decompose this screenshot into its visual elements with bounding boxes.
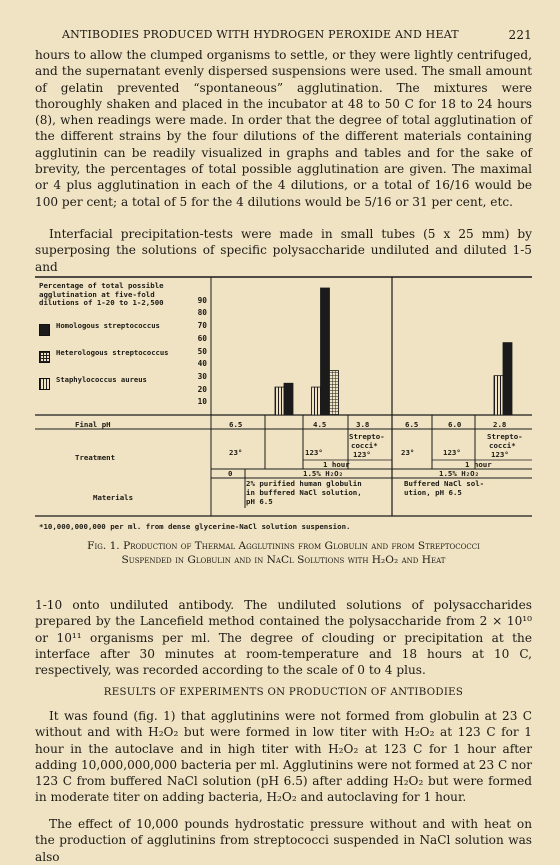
- figure-footnote: *10,000,000,000 per ml. from dense glycerine-NaCl solution suspension.: [39, 522, 351, 531]
- y-tick-label: 40: [197, 359, 207, 369]
- y-tick-label: 80: [197, 308, 207, 318]
- bar-homologous: [321, 288, 330, 415]
- body-paragraph-3: 1-10 onto undiluted antibody. The undiluted solutions of polysaccharides prepared by the Lancefield method contained the polysaccharide from 2 × 10¹⁰ or 10¹¹ organisms per ml. The degree of clouding or precipitation at the interface after 30 minutes at room-temperature and 18 hours at 10 C, respectively, was recorded according to the scale of 0 to 4 plus.: [35, 598, 532, 678]
- ph-value-5: 6.0: [448, 420, 462, 429]
- ph-value-6: 2.8: [493, 420, 507, 429]
- treatment-temp-2: 123°: [305, 448, 323, 457]
- ph-value-2: 4.5: [313, 420, 327, 429]
- caption-title-1: Production of Thermal Agglutinins from Globulin and from Streptococci: [123, 540, 480, 552]
- h2o2-left: 1.5% H₂O₂: [303, 469, 344, 478]
- y-tick-label: 70: [197, 321, 207, 331]
- legend-label-heterologous: Heterologous streptococcus: [56, 348, 169, 357]
- y-tick-label: 50: [197, 346, 207, 356]
- caption-label: Fig. 1.: [87, 540, 120, 552]
- treatment-strep-1a: Strepto-: [349, 432, 385, 441]
- hour-label-right: 1 hour: [465, 460, 492, 469]
- body-paragraph-1: hours to allow the clumped organisms to settle, or they were lightly centrifuged, and the supernatant evenly dispersed suspensions were used. The small amount of gelatin prevented “spontaneous” agglutination. The mixtures were thoroughly shaken and placed in the incubator at 48 to 50 C for 18 to 24 hours (8), when readings were made. In order that the degree of total agglutination of the different strains by the four dilutions of the different materials containing agglutinin can be readily visualized in graphs and tables and for the sake of brevity, the percentages of total possible agglutination are given. The maximal or 4 plus agglutination in each of the 4 dilutions, or a total of 16/16 would be 100 per cent; a total of 5 for the 4 dilutions would be 5/16 or 31 per cent, etc.: [35, 48, 532, 209]
- ph-value-4: 6.5: [405, 420, 419, 429]
- caption-line-1: [35, 540, 532, 554]
- material-left-line3: pH 6.5: [246, 497, 273, 506]
- treatment-temp-5: 123°: [443, 448, 461, 457]
- ph-value-3: 3.8: [356, 420, 370, 429]
- bar-staphylococcus: [494, 376, 503, 415]
- treatment-label: Treatment: [75, 453, 116, 462]
- zero-label: 0: [228, 469, 233, 478]
- bar-heterologous: [330, 371, 339, 415]
- treatment-temp-1: 23°: [229, 448, 243, 457]
- legend-title: Percentage of total possible agglutination at five-fold dilutions of 1-20 to 1-2,500: [39, 281, 164, 308]
- section-heading: RESULTS OF EXPERIMENTS ON PRODUCTION OF ANTIBODIES: [103, 687, 464, 698]
- material-left-line2: in buffered NaCl solution,: [246, 488, 362, 497]
- body-paragraph-4: It was found (fig. 1) that agglutinins were not formed from globulin at 23 C without and with H₂O₂ but were formed in low titer with H₂O₂ at 123 C for 1 hour in the autoclave and in high titer with H₂O₂ at 123 C for 1 hour after adding 10,000,000,000 bacteria per ml. Agglutinins were not formed at 23 C nor 123 C from buffered NaCl solution (pH 6.5) after adding H₂O₂ but were formed in moderate titer on adding bacteria, H₂O₂ and autoclaving for 1 hour.: [35, 709, 532, 805]
- y-tick-label: 20: [197, 384, 207, 394]
- bar-homologous: [284, 383, 293, 415]
- treatment-strep-1b: cocci*: [351, 441, 378, 450]
- legend-label-homologous: Homologous streptococcus: [56, 321, 160, 330]
- page-number: 221: [508, 28, 532, 42]
- treatment-strep-2c: 123°: [491, 450, 509, 459]
- body-paragraph-5: The effect of 10,000 pounds hydrostatic pressure without and with heat on the production of agglutinins from streptococci suspended in NaCl solution was also: [35, 817, 532, 864]
- y-tick-label: 10: [197, 397, 207, 407]
- bar-homologous: [503, 343, 512, 415]
- treatment-strep-2a: Strepto-: [487, 432, 523, 441]
- y-tick-label: 30: [197, 371, 207, 381]
- treatment-strep-2b: cocci*: [489, 441, 516, 450]
- ph-value-1: 6.5: [229, 420, 243, 429]
- y-tick-label: 60: [197, 333, 207, 343]
- bar-staphylococcus: [275, 387, 284, 415]
- treatment-temp-4: 23°: [401, 448, 415, 457]
- h2o2-right: 1.5% H₂O₂: [439, 469, 480, 478]
- caption-title-2: Suspended in Globulin and in NaCl Solutions with H₂O₂ and Heat: [121, 553, 446, 566]
- running-header: [62, 28, 532, 42]
- final-ph-label: Final pH: [75, 420, 111, 429]
- treatment-strep-1c: 123°: [353, 450, 371, 459]
- solid-swatch-icon: [39, 324, 50, 336]
- checkered-swatch-icon: [39, 351, 50, 363]
- material-left-line1: 2% purified human globulin: [246, 479, 362, 488]
- material-right-line1: Buffered NaCl sol-: [404, 479, 485, 488]
- bar-staphylococcus: [312, 387, 321, 415]
- running-title: ANTIBODIES PRODUCED WITH HYDROGEN PEROXIDE AND HEAT: [62, 28, 459, 41]
- hour-label-left: 1 hour: [323, 460, 350, 469]
- materials-label: Materials: [93, 493, 134, 502]
- material-right-line2: ution, pH 6.5: [404, 488, 462, 497]
- legend-label-staphylococcus: Staphylococcus aureus: [56, 375, 147, 384]
- striped-swatch-icon: [39, 378, 50, 390]
- y-tick-label: 90: [197, 295, 207, 305]
- body-paragraph-2: Interfacial precipitation-tests were made in small tubes (5 x 25 mm) by superposing the solutions of specific polysaccharide undiluted and diluted 1-5 and: [35, 227, 532, 274]
- figure-1: [35, 276, 532, 538]
- figure-caption: [35, 540, 532, 567]
